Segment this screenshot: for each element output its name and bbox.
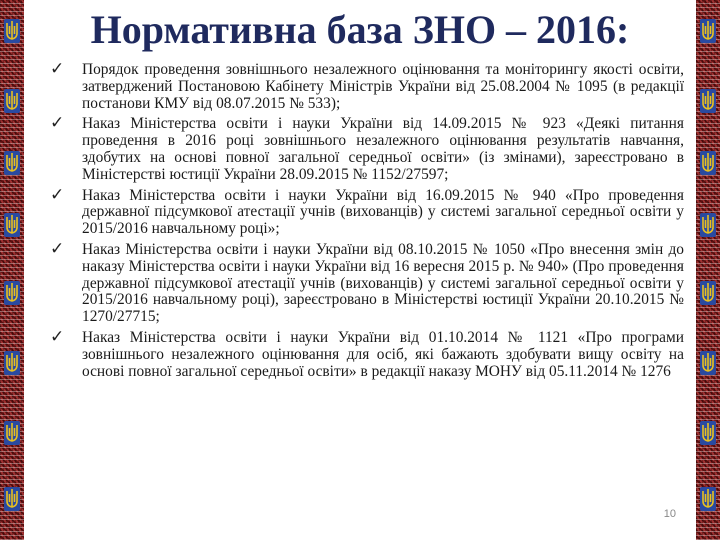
list-item [50,59,684,112]
list-item [50,238,684,326]
trident-icon [699,150,717,176]
check-icon: ✓ [50,113,65,134]
list-item-text: Наказ Міністерства освіти і науки України від 16.09.2015 № 940 «Про проведення державної підсумкової атестації учнів (вихованців) у системі загальної середньої освіти у 2015/2016 навчальному році»; [82,186,684,238]
trident-icon [3,18,21,44]
check-icon: ✓ [50,238,65,259]
trident-icon [699,88,717,114]
trident-icon [3,150,21,176]
list-item [50,326,684,380]
trident-icon [3,486,21,512]
slide-title: Нормативна база ЗНО – 2016: [90,7,630,52]
trident-icon [699,486,717,512]
trident-icon [699,280,717,306]
trident-icon [3,350,21,376]
list-item-text: Наказ Міністерства освіти і науки України від 14.09.2015 № 923 «Деякі питання проведення в 2016 році зовнішнього незалежного оцінювання результатів навчання, здобутих на основі повної загальної середньої освіти» (із змінами), зареєстровано в Міністерстві юстиції України 28.09.2015 № 1152/27597; [82,115,684,183]
trident-icon [3,280,21,306]
list-item [50,184,684,238]
trident-icon [3,212,21,238]
right-ornament-border [696,0,720,540]
trident-icon [699,420,717,446]
list-item [50,113,684,183]
list-item-text: Наказ Міністерства освіти і науки України від 08.10.2015 № 1050 «Про внесення змін до наказу Міністерства освіти і науки України від 16 вересня 2015 р. № 940» (Про проведення державної підсумкової атестації учнів (вихованців) у системі загальної середньої освіти у 2015/2016 навчальному році), зареєстровано в Міністерстві юстиції України 20.10.2015 № 1270/27715; [82,240,684,326]
trident-icon [699,350,717,376]
check-icon: ✓ [50,326,65,347]
list-item-text: Наказ Міністерства освіти і науки України від 01.10.2014 № 1121 «Про програми зовнішнього незалежного оцінювання для осіб, які бажають здобувати вищу освіту на основі повної загальної середньої освіти» в редакції наказу МОНУ від 05.11.2014 № 1276 [82,328,684,380]
trident-icon [3,420,21,446]
check-icon: ✓ [50,184,65,205]
document-list [50,59,684,384]
trident-icon [3,88,21,114]
list-item-text: Порядок проведення зовнішнього незалежного оцінювання та моніторингу якості освіти, затверджений Постановою Кабінету Міністрів України від 25.08.2004 № 1095 (в редакції постанови КМУ від 08.07.2015 № 533); [82,61,684,112]
left-ornament-border [0,0,24,540]
check-icon: ✓ [50,59,65,79]
trident-icon [699,18,717,44]
page-number: 10 [663,508,676,520]
trident-icon [699,212,717,238]
